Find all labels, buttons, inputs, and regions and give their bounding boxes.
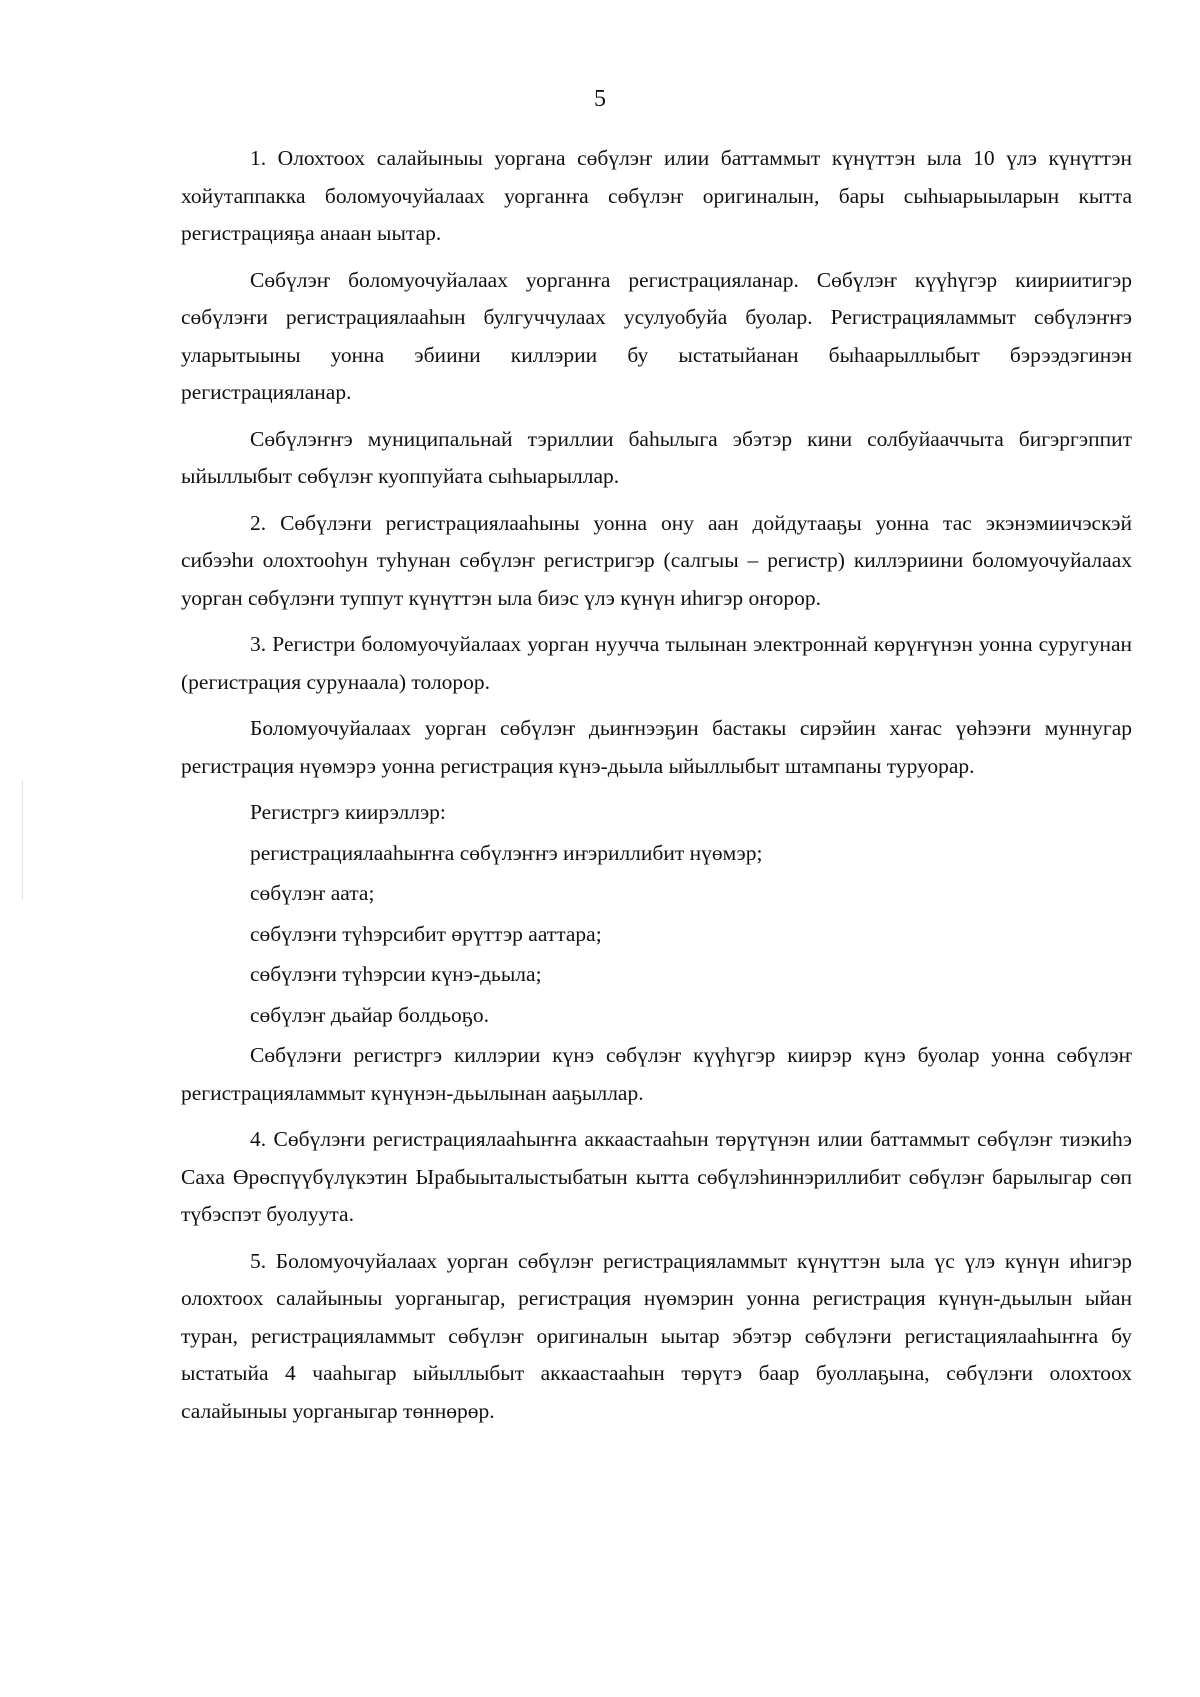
register-list-item: сөбүлэҥ аата; — [250, 881, 375, 905]
register-list-intro: Регистргэ киирэллэр: — [250, 800, 446, 824]
paragraph-2: Сөбүлэҥ боломуочуйалаах уорганҥа регистрацияланар. Сөбүлэҥ күүһүгэр киириитигэр сөбүлэҥи регистрациялааһын булгуччулаах усулуобуйа буолар. Регистрацияламмыт сөбүлэҥҥэ уларытыыны уонна эбиини киллэрии бу ыстатыйанан быһаарыллыбыт бэрээдэгинэн регистрацияланар. — [181, 267, 1132, 404]
paragraph-5: 3. Регистри боломуочуйалаах уорган нууччa тылынан электроннай көрүҥүнэн уонна суругунан (регистрация сурунаала) толорор. — [181, 632, 1132, 694]
closing-paragraph-1: Сөбүлэҥи регистргэ киллэрии күнэ сөбүлэҥ күүһүгэр киирэр күнэ буолар уонна сөбүлэҥ регистрацияламмыт күнүнэн-дьылынан ааҕыллар. — [181, 1043, 1132, 1105]
paragraph-6: Боломуочуйалаах уорган сөбүлэҥ дьиҥнээҕин бастакы сирэйин хаҥас үөһээҥи муннугар регистрация нүөмэрэ уонна регистрация күнэ-дьыла ыйыллыбыт штампаны туруорар. — [181, 716, 1132, 778]
closing-paragraph-3: 5. Боломуочуйалаах уорган сөбүлэҥ регистрацияламмыт күнүттэн ыла үс үлэ күнүн иһигэр олохтоох салайыныы уорганыгар, регистрация нүөмэрин уонна регистрация күнүн-дьылын ыйан туран, регистрацияламмыт сөбүлэҥ оригиналын ыытар эбэтэр сөбүлэҥи регистациялааһыҥҥа бу ыстатыйа 4 чааһыгар ыйыллыбыт аккаастааһын төрүтэ баар буоллаҕына, сөбүлэҥи олохтоох салайыныы уорганыгар төннөрөр. — [181, 1248, 1132, 1423]
register-list-item: сөбүлэҥи түһэрсибит өрүттэр ааттара; — [250, 921, 602, 946]
register-list-item: регистрациялааһыҥҥа сөбүлэҥҥэ иҥэриллибит нүөмэр; — [250, 840, 763, 865]
closing-paragraph-2: 4. Сөбүлэҥи регистрациялааһыҥҥа аккаастааһын төрүтүнэн илии баттаммыт сөбүлэҥ тиэкиһэ Саха Өрөспүүбүлүкэтин Ырабыыталыстыбатын кытта сөбүлэһиннэриллибит сөбүлэҥ барылыгар сөп түбэспэт буолуута. — [181, 1127, 1132, 1226]
paragraph-3: Сөбүлэҥҥэ муниципальнай тэриллии баһылыга эбэтэр кини солбуйааччыта бигэргэппит ыйыллыбыт сөбүлэҥ куоппуйата сыһыарыллар. — [181, 426, 1132, 488]
paragraph-4: 2. Сөбүлэҥи регистрациялааһыны уонна ону аан дойдутааҕы уонна тас экэнэмиичэскэй сибээһи олохтооһун туһунан сөбүлэҥ регистригэр (салгыы – регистр) киллэриини боломуочуйалаах уорган сөбүлэҥи туппут күнүттэн ыла биэс үлэ күнүн иһигэр оҥорор. — [181, 510, 1132, 610]
register-list-item: сөбүлэҥ дьайар болдьоҕо. — [250, 1002, 489, 1027]
document-body — [181, 140, 1132, 1439]
scan-margin-mark — [22, 780, 23, 900]
register-list-item: сөбүлэҥи түһэрсии күнэ-дьыла; — [250, 962, 542, 986]
paragraph-1: 1. Олохтоох салайыныы уоргана сөбүлэҥ илии баттаммыт күнүттэн ыла 10 үлэ күнүттэн хойутаппакка боломуочуйалаах уорганҥа сөбүлэҥ оригиналын, бары сыһыарыыларын кытта регистрацияҕа анаан ыытар. — [181, 146, 1132, 245]
page-number: 5 — [594, 86, 606, 112]
